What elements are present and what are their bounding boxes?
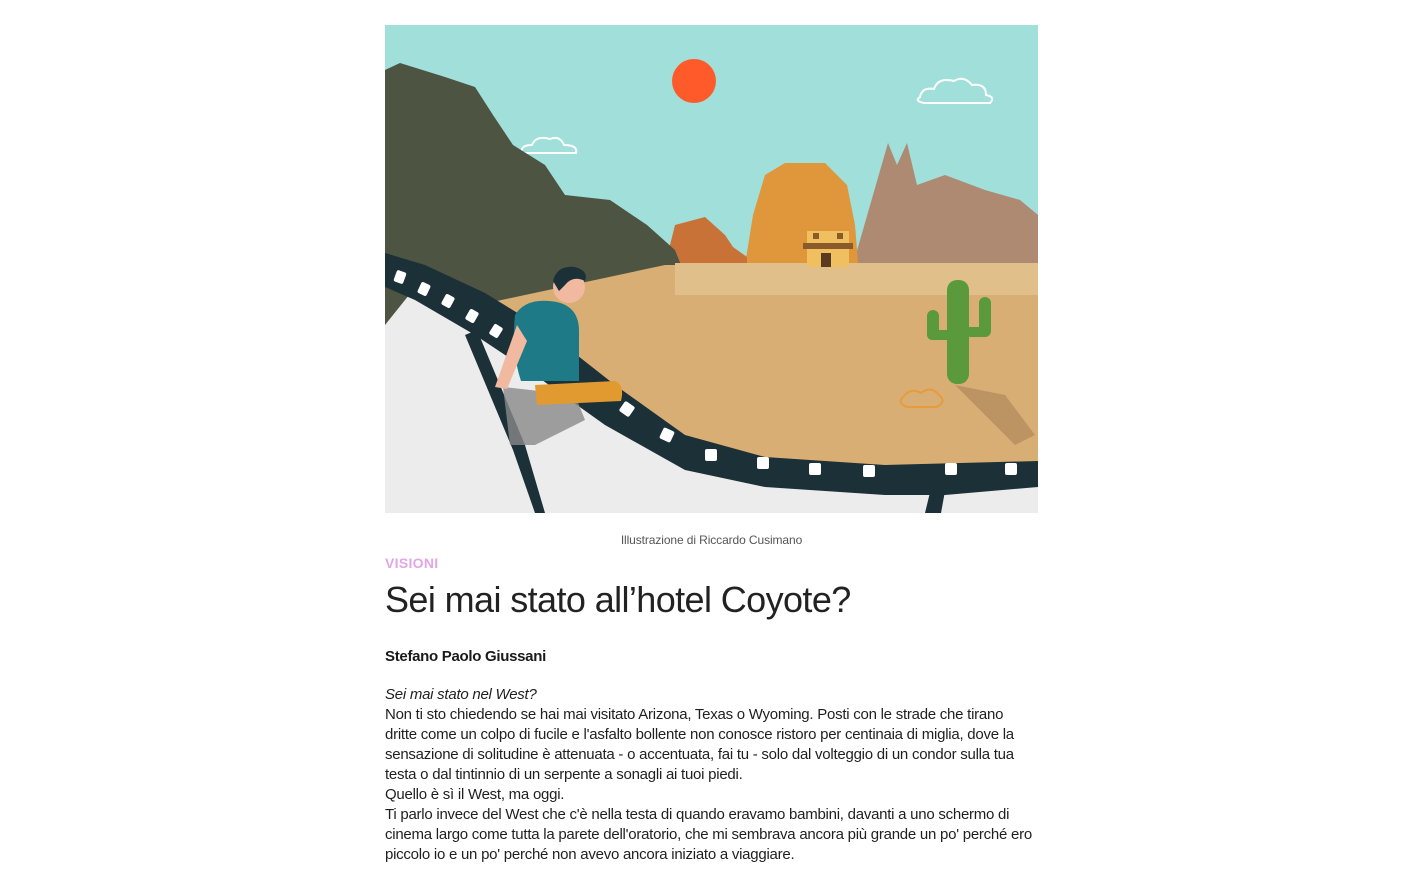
image-caption: Illustrazione di Riccardo Cusimano xyxy=(620,533,803,547)
hero-illustration xyxy=(385,25,1038,513)
sun xyxy=(672,59,716,103)
article-body xyxy=(385,685,1038,865)
hotel-icon xyxy=(803,231,853,267)
body-paragraph: Ti parlo invece del West che c'è nella testa di quando eravamo bambini, davanti a uno schermo di cinema largo come tutta la parete dell'oratorio, che mi sembrava ancora più grande un po' perché ero piccolo io e un po' perché non avevo ancora iniziato a viaggiare. xyxy=(385,806,1032,863)
section-tag[interactable]: VISIONI xyxy=(385,555,439,571)
author-name[interactable]: Stefano Paolo Giussani xyxy=(385,648,546,665)
body-paragraph: Non ti sto chiedendo se hai mai visitato Arizona, Texas o Wyoming. Posti con le strade che tirano dritte come un colpo di fucile e l'asfalto bollente non conosce ristoro per centinaia di miglia, dove la sensazione di solitudine è attenuata - o accentuata, fai tu - solo dal volteggio di un condor sulla tua testa o dal tintinnio di un serpente a sonagli ai tuoi piedi. xyxy=(385,706,1014,783)
article xyxy=(385,25,1038,865)
desert-light xyxy=(675,263,1038,295)
desert-illustration xyxy=(385,25,1038,513)
article-title: Sei mai stato all’hotel Coyote? xyxy=(385,579,851,620)
lead-paragraph: Sei mai stato nel West? xyxy=(385,686,537,703)
body-paragraph: Quello è sì il West, ma oggi. xyxy=(385,786,565,803)
